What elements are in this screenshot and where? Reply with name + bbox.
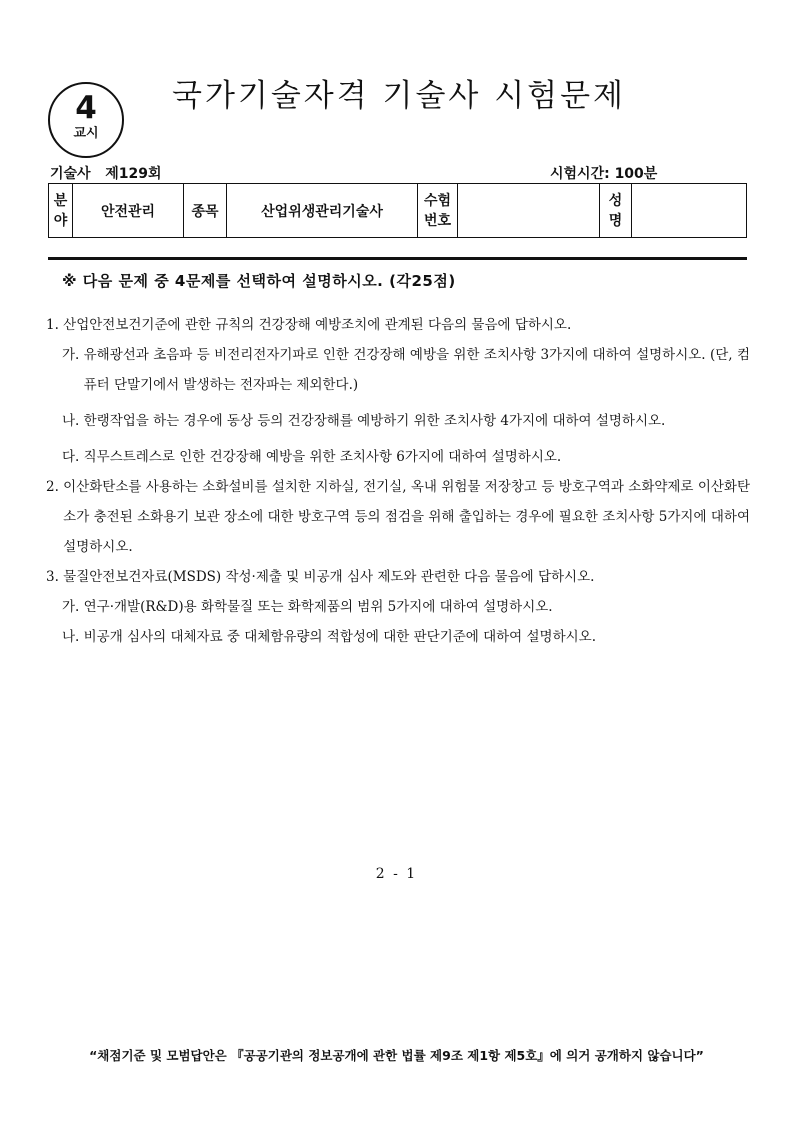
question-3-a: 가. 연구·개발(R&D)용 화학물질 또는 화학제품의 범위 5가지에 대하여 설명하시오. — [62, 599, 553, 615]
question-3: 3. 물질안전보건자료(MSDS) 작성·제출 및 비공개 심사 제도와 관련한 다음 물음에 답하시오. — [46, 569, 595, 585]
name-field[interactable] — [632, 184, 747, 238]
exam-number-label-cell: 수험 번호 — [418, 184, 458, 238]
session-circle — [48, 82, 124, 158]
page-number: 2 - 1 — [375, 866, 418, 882]
session-number: 4 — [75, 90, 97, 126]
page-title: 국가기술자격 기술사 시험문제 — [172, 78, 627, 114]
exam-time: 시험시간: 100분 — [550, 166, 658, 182]
field-label-cell: 분 야 — [49, 184, 73, 238]
question-list — [46, 310, 750, 652]
session-label: 교시 — [73, 126, 99, 141]
info-table — [48, 183, 747, 238]
question-1-a: 가. 유해광선과 초음파 등 비전리전자기파로 인한 건강장해 예방을 위한 조치사항 3가지에 대하여 설명하시오. (단, 컴퓨터 단말기에서 발생하는 전자파는 제외한다.) — [62, 347, 750, 393]
question-3-b: 나. 비공개 심사의 대체자료 중 대체함유량의 적합성에 대한 판단기준에 대하여 설명하시오. — [62, 629, 597, 645]
exam-round: 기술사 제129회 — [50, 166, 162, 182]
exam-number-field[interactable] — [458, 184, 600, 238]
footer-notice: “채점기준 및 모범답안은 『공공기관의 정보공개에 관한 법률 제9조 제1항 제5호』에 의거 공개하지 않습니다” — [89, 1048, 704, 1063]
question-1-c: 다. 직무스트레스로 인한 건강장해 예방을 위한 조치사항 6가지에 대하여 설명하시오. — [62, 449, 562, 465]
instruction: ※ 다음 문제 중 4문제를 선택하여 설명하시오. (각25점) — [62, 272, 456, 290]
field-value-cell: 안전관리 — [73, 184, 184, 238]
category-value-cell: 산업위생관리기술사 — [227, 184, 418, 238]
question-1-b: 나. 한랭작업을 하는 경우에 동상 등의 건강장해를 예방하기 위한 조치사항 4가지에 대하여 설명하시오. — [62, 413, 666, 429]
category-label-cell: 종목 — [184, 184, 227, 238]
question-1: 1. 산업안전보건기준에 관한 규칙의 건강장해 예방조치에 관계된 다음의 물음에 답하시오. — [46, 317, 572, 333]
divider — [48, 257, 747, 260]
name-label-cell: 성 명 — [600, 184, 632, 238]
question-2: 2. 이산화탄소를 사용하는 소화설비를 설치한 지하실, 전기실, 옥내 위험물 저장창고 등 방호구역과 소화약제로 이산화탄소가 충전된 소화용기 보관 장소에 대한 방호구역 등의 점검을 위해 출입하는 경우에 필요한 조치사항 5가지에 대하여 설명하시오. — [46, 479, 750, 555]
